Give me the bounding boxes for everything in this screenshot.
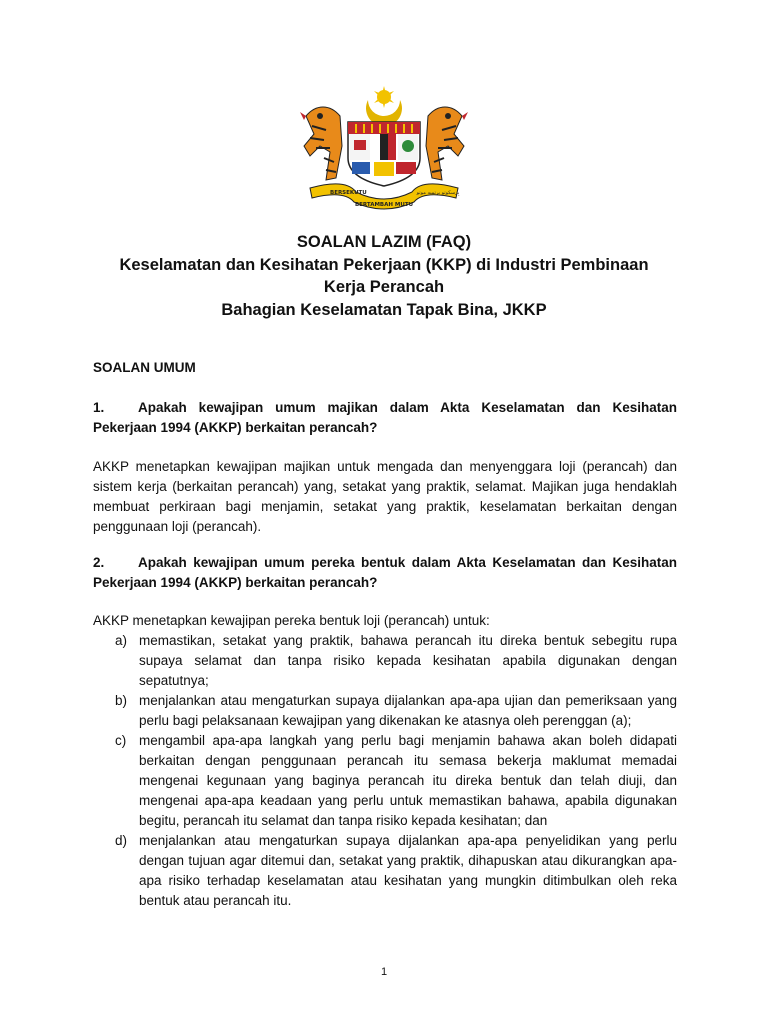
list-marker: a) [115, 633, 128, 648]
crest-motto-right: بِرسکوتو برتمبه موتو [416, 190, 460, 196]
question-2 [93, 553, 677, 593]
section-heading: SOALAN UMUM [93, 360, 196, 375]
list-item-text: mengambil apa-apa langkah yang perlu bagi menjamin bahawa akan boleh didapati berkaitan dengan penggunaan perancah itu semasa bekerja maklumat memadai mengenai kegunaan yang baginya perancah itu direka bentuk dan telah diuji, dan mengenai apa-apa keadaan yang perlu untuk memastikan bahawa, apabila digunakan begitu, perancah itu selamat dan tanpa risiko kepada kesihatan; dan [139, 733, 677, 828]
list-item-text: menjalankan atau mengaturkan supaya dijalankan apa-apa penyelidikan yang perlu dengan tujuan agar ditemui dan, setakat yang praktik, dihapuskan atau dikurangkan apa-apa risiko terhadap keselamatan atau kesihatan yang mungkin ditimbulkan oleh reka bentuk atau perancah itu. [139, 833, 677, 908]
page-number: 1 [380, 966, 388, 978]
crest-motto-left: BERSEKUTU [330, 190, 367, 196]
right-tiger-icon [426, 107, 468, 180]
title-subject: Keselamatan dan Kesihatan Pekerjaan (KKP) di Industri Pembinaan [119, 255, 649, 274]
title-faq: SOALAN LAZIM (FAQ) [296, 233, 472, 251]
list-marker: b) [115, 693, 128, 708]
answer-1: AKKP menetapkan kewajipan majikan untuk mengada dan menyenggara loji (perancah) dan sistem kerja (berkaitan perancah) yang, setakat yang praktik, selamat. Majikan juga hendaklah membuat perkiraan bagi menjamin, setakat yang praktik, keselamatan berkaitan dengan penggunaan loji (perancah). [93, 459, 677, 534]
left-tiger-icon [300, 107, 342, 180]
list-item-text: memastikan, setakat yang praktik, bahawa perancah itu direka bentuk sebegitu rupa supaya selamat dan tanpa risiko kepada kesihatan apabila digunakan dengan sepatutnya; [139, 633, 677, 688]
list-item-text: menjalankan atau mengaturkan supaya dijalankan apa-apa ujian dan pemeriksaan yang perlu bagi pelaksanaan kewajipan yang dikenakan ke atasnya oleh perenggan (a); [139, 693, 677, 728]
crest-motto-center: BERTAMBAH MUTU [354, 202, 414, 208]
list-item [93, 691, 677, 731]
coat-of-arms-emblem [296, 86, 472, 210]
shield-icon [348, 122, 420, 186]
answer-2-list [93, 631, 677, 911]
list-marker: c) [115, 733, 127, 748]
question-text: Apakah kewajipan umum majikan dalam Akta Keselamatan dan Kesihatan Pekerjaan 1994 (AKKP) berkaitan perancah? [93, 400, 677, 435]
question-text: Apakah kewajipan umum pereka bentuk dalam Akta Keselamatan dan Kesihatan Pekerjaan 1994 (AKKP) berkaitan perancah? [93, 555, 677, 590]
document-title [60, 231, 708, 321]
list-marker: d) [115, 833, 128, 848]
question-number: 2. [93, 555, 105, 570]
answer-2-intro: AKKP menetapkan kewajipan pereka bentuk loji (perancah) untuk: [93, 613, 490, 628]
list-item [93, 731, 677, 831]
title-department: Bahagian Keselamatan Tapak Bina, JKKP [221, 300, 547, 319]
question-number: 1. [93, 400, 105, 415]
list-item [93, 631, 677, 691]
title-topic: Kerja Perancah [323, 278, 445, 296]
question-1 [93, 398, 677, 438]
list-item [93, 831, 677, 911]
